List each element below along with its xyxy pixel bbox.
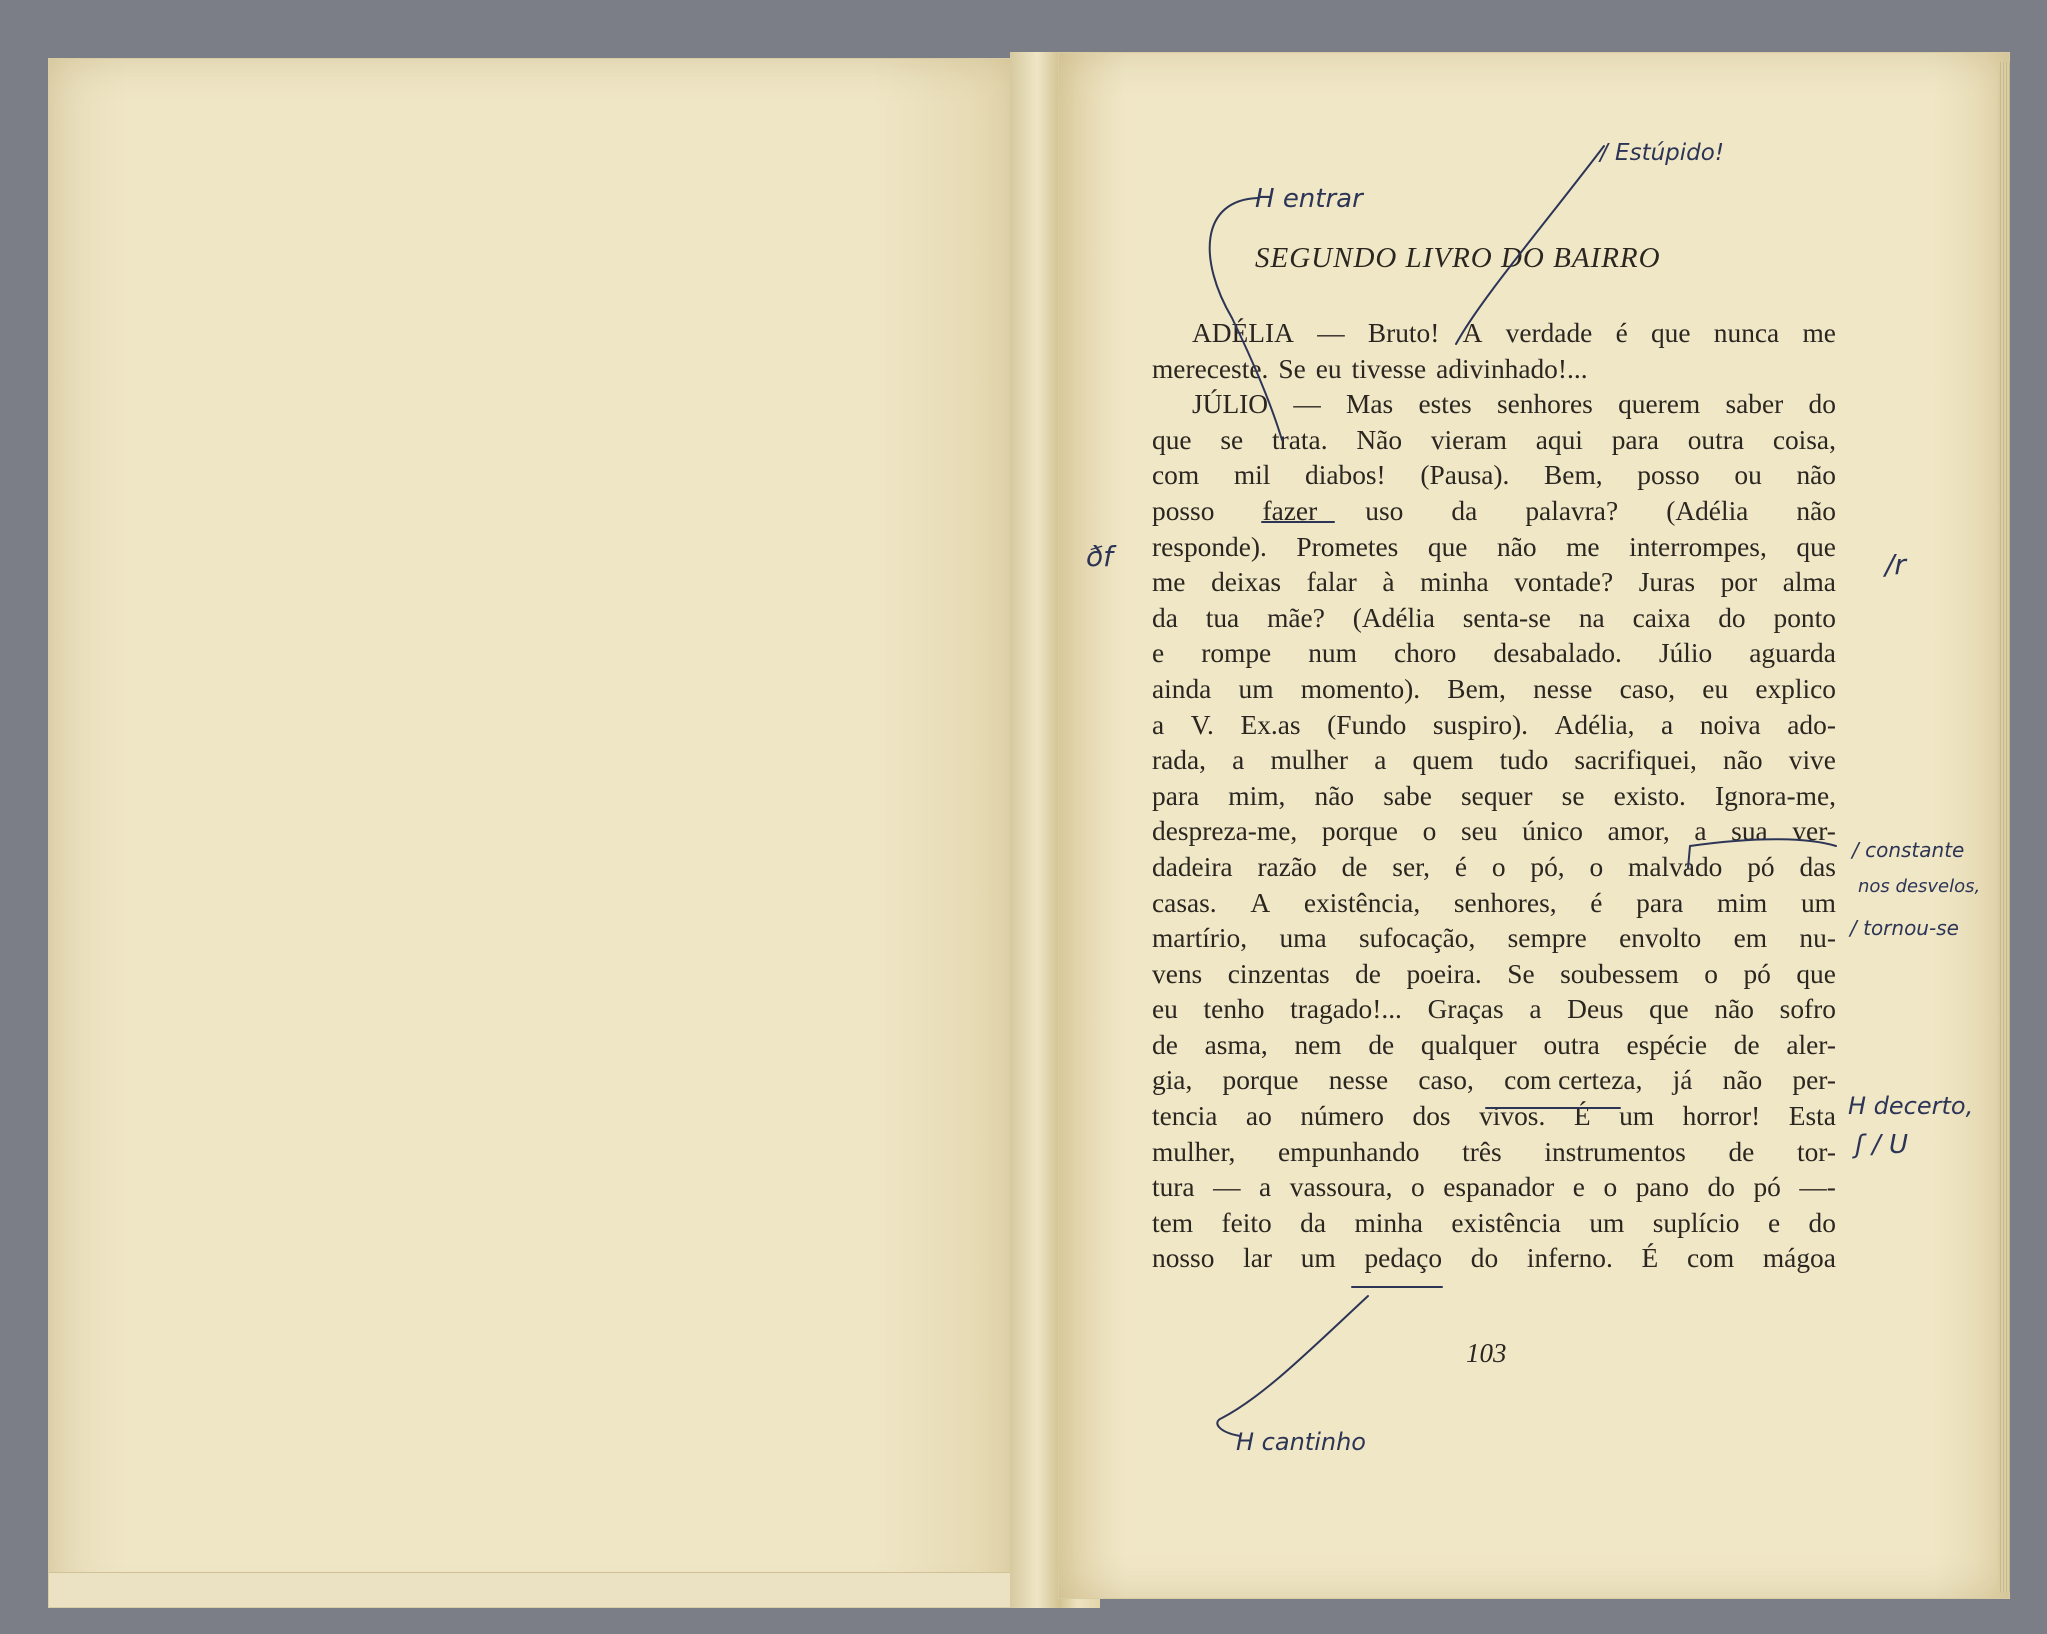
word: sequer (1461, 780, 1533, 811)
text-line (1152, 316, 1836, 352)
annotation-margin-ir: /r (1885, 548, 1906, 581)
annotation-estupido: / Estúpido! (1600, 140, 1725, 166)
word: querem (1618, 389, 1701, 420)
word: A (1250, 887, 1271, 918)
word: a (1259, 1172, 1272, 1203)
text-line (1152, 1028, 1836, 1064)
word: (Adélia (1666, 495, 1749, 526)
word: da (1451, 495, 1478, 526)
word: malvado (1628, 851, 1723, 882)
word: poeira. (1406, 958, 1482, 989)
word: pó (1747, 851, 1775, 882)
word: nu- (1799, 923, 1836, 954)
word: explico (1755, 673, 1836, 704)
word: suplício (1652, 1207, 1740, 1238)
word: asma, (1204, 1029, 1268, 1060)
word: Se (1507, 958, 1535, 989)
word: suspiro). (1432, 709, 1528, 740)
word: mágoa (1762, 1243, 1836, 1274)
text-line (1152, 423, 1836, 459)
annotation-margin-left: ðf (1086, 540, 1113, 573)
word: sofro (1779, 994, 1836, 1025)
word: JÚLIO (1192, 389, 1269, 420)
word: amor, (1607, 816, 1670, 847)
word: (Pausa). (1420, 460, 1510, 491)
word: (Fundo (1327, 709, 1407, 740)
word: espécie (1626, 1029, 1708, 1060)
word: vieram (1430, 424, 1507, 455)
word: que (1649, 994, 1689, 1025)
word: —- (1799, 1172, 1836, 1203)
word: mãe? (1267, 602, 1325, 633)
text-line (1152, 1206, 1836, 1242)
word: Mas (1346, 389, 1394, 420)
text-line (1152, 708, 1836, 744)
word: ver- (1792, 816, 1836, 847)
word: de (1152, 1029, 1178, 1060)
word: não (1796, 460, 1836, 491)
word: um (1619, 1101, 1655, 1132)
word: para (1636, 887, 1684, 918)
word: dos (1412, 1101, 1451, 1132)
word: palavra? (1525, 495, 1619, 526)
word: eu (1702, 673, 1729, 704)
text-line (1152, 850, 1836, 886)
word: falar (1306, 567, 1357, 598)
word: do (1707, 1172, 1735, 1203)
word: ado- (1787, 709, 1836, 740)
word: cinzentas (1227, 958, 1330, 989)
word: Graças (1427, 994, 1504, 1025)
word: eu (1152, 994, 1178, 1025)
text-line (1152, 352, 1836, 388)
word: caso, (1418, 1065, 1474, 1096)
word: aler- (1786, 1029, 1836, 1060)
word: o (1422, 816, 1437, 847)
word: mereceste. (1152, 353, 1269, 384)
word: gia, (1152, 1065, 1193, 1096)
text-line (1152, 494, 1836, 530)
word: na (1578, 602, 1605, 633)
word: o (1603, 1172, 1618, 1203)
word: sempre (1507, 923, 1587, 954)
word: a (1232, 745, 1245, 776)
text-line (1152, 1135, 1836, 1171)
word: tencia (1152, 1101, 1218, 1132)
word: um (1238, 673, 1274, 704)
word: que (1796, 958, 1836, 989)
word: Ex.as (1240, 709, 1301, 740)
annotation-decerto: H decerto, (1848, 1092, 1974, 1120)
word: momento). (1300, 673, 1421, 704)
page-edges (1998, 62, 2010, 1592)
word: tor- (1796, 1136, 1836, 1167)
word: o (1704, 958, 1718, 989)
word: envolto (1619, 923, 1702, 954)
word: dadeira (1152, 851, 1233, 882)
word: noiva (1699, 709, 1761, 740)
word: Esta (1788, 1101, 1836, 1132)
annotation-cantinho: H cantinho (1236, 1428, 1366, 1456)
word: É (1641, 1243, 1659, 1274)
text-line (1152, 387, 1836, 423)
word: tragado!... (1290, 994, 1402, 1025)
word: do (1808, 1207, 1836, 1238)
word: é (1615, 318, 1628, 348)
word: rada, (1152, 745, 1206, 776)
word: de (1355, 958, 1381, 989)
word: por (1720, 567, 1758, 598)
word: de (1341, 851, 1368, 882)
word: para (1611, 424, 1659, 455)
word: É (1573, 1101, 1591, 1132)
word: a (1374, 745, 1387, 776)
word: pó (1743, 958, 1771, 989)
word: pó (1753, 1172, 1781, 1203)
annotation-entrar: H entrar (1255, 184, 1363, 214)
word: que (1152, 424, 1192, 455)
word: sabe (1383, 780, 1432, 811)
word: que (1796, 531, 1836, 562)
text-line (1152, 672, 1836, 708)
word: instrumentos (1544, 1136, 1686, 1167)
word: caixa (1632, 602, 1691, 633)
left-page (48, 58, 1020, 1608)
word: interrompes, (1629, 531, 1767, 562)
word: posso (1637, 460, 1700, 491)
word: ainda (1152, 673, 1212, 704)
word: empunhando (1277, 1136, 1420, 1167)
word: porque (1222, 1065, 1299, 1096)
word: mim (1717, 887, 1768, 918)
word: mulher (1270, 745, 1349, 776)
text-line (1152, 814, 1836, 850)
annotation-desvelos: nos desvelos, (1858, 876, 1981, 897)
word: choro (1393, 638, 1457, 669)
text-line (1152, 886, 1836, 922)
word: minha (1354, 1207, 1423, 1238)
word: em (1733, 923, 1768, 954)
word: adivinhado!... (1436, 353, 1588, 384)
word: me (1152, 567, 1186, 598)
word: a (1694, 816, 1707, 847)
word: mulher, (1152, 1136, 1236, 1167)
left-page-bottom-edge (49, 1572, 1019, 1607)
text-line (1152, 565, 1836, 601)
word: já (1672, 1065, 1693, 1096)
word: e (1152, 638, 1165, 669)
word: do (1808, 389, 1836, 420)
word: não (1314, 780, 1355, 811)
word: ou (1734, 460, 1762, 491)
word: a (1661, 709, 1674, 740)
word: me (1802, 318, 1836, 348)
word: minha (1420, 567, 1489, 598)
word: — (1317, 318, 1345, 348)
text-line (1152, 957, 1836, 993)
word: alma (1782, 567, 1836, 598)
body-text (1152, 316, 1836, 1277)
word: número (1300, 1101, 1384, 1132)
word: não (1497, 531, 1537, 562)
word: posso (1152, 495, 1215, 526)
word: um (1589, 1207, 1625, 1238)
word: tua (1205, 602, 1240, 633)
word: Bem, (1544, 460, 1603, 491)
word: tem (1152, 1207, 1194, 1238)
word: vens (1152, 958, 1203, 989)
word: pó, (1530, 851, 1565, 882)
word: sacrifiquei, (1574, 745, 1697, 776)
word: Deus (1567, 994, 1624, 1025)
word: — (1293, 389, 1321, 420)
word: que (1650, 318, 1691, 348)
word: não (1714, 994, 1754, 1025)
word: outra (1543, 1029, 1600, 1060)
word: razão (1257, 851, 1317, 882)
word: seu (1460, 816, 1498, 847)
word: com (1152, 460, 1200, 491)
chapter-title: SEGUNDO LIVRO DO BAIRRO (1255, 242, 1661, 274)
word: é (1454, 851, 1467, 882)
text-line (1152, 1170, 1836, 1206)
word: com certeza, (1504, 1065, 1643, 1096)
word: sufocação, (1358, 923, 1476, 954)
word: Juras (1638, 567, 1695, 598)
word: — (1213, 1172, 1241, 1203)
word: Júlio (1658, 638, 1713, 669)
word: saber (1725, 389, 1784, 420)
word: pedaço (1364, 1243, 1443, 1274)
text-line (1152, 458, 1836, 494)
word: nem (1294, 1029, 1342, 1060)
word: único (1522, 816, 1583, 847)
word: vontade? (1514, 567, 1614, 598)
word: Bem, (1447, 673, 1506, 704)
word: lar (1243, 1243, 1273, 1274)
word: desabalado. (1493, 638, 1622, 669)
word: à (1382, 567, 1395, 598)
word: Adélia, (1554, 709, 1635, 740)
word: outra (1687, 424, 1744, 455)
word: senta-se (1462, 602, 1551, 633)
word: de (1728, 1136, 1755, 1167)
word: V. (1190, 709, 1214, 740)
word: Prometes (1296, 531, 1399, 562)
word: num (1308, 638, 1357, 669)
word: existência (1451, 1207, 1561, 1238)
word: inferno. (1526, 1243, 1613, 1274)
word: vassoura, (1289, 1172, 1393, 1203)
word: tudo (1499, 745, 1549, 776)
word: Bruto! (1367, 318, 1440, 348)
word: coisa, (1772, 424, 1836, 455)
word: casas. (1152, 887, 1217, 918)
word: trata. (1272, 424, 1328, 455)
word: qualquer (1420, 1029, 1517, 1060)
word: Não (1356, 424, 1403, 455)
word: martírio, (1152, 923, 1248, 954)
word: feito (1221, 1207, 1272, 1238)
word: tivesse (1351, 353, 1427, 384)
word: nesse (1533, 673, 1593, 704)
text-line (1152, 1063, 1836, 1099)
word: per- (1792, 1065, 1836, 1096)
word: é (1590, 887, 1603, 918)
word: porque (1321, 816, 1398, 847)
word: para (1152, 780, 1200, 811)
word: sua (1731, 816, 1768, 847)
word: de (1733, 1029, 1760, 1060)
word: ser, (1392, 851, 1430, 882)
word: mim, (1228, 780, 1286, 811)
word: nunca (1713, 318, 1780, 348)
word: (Adélia (1352, 602, 1435, 633)
word: a (1152, 709, 1165, 740)
word: do (1470, 1243, 1499, 1274)
word: e (1572, 1172, 1585, 1203)
word: quem (1412, 745, 1474, 776)
word: o (1589, 851, 1604, 882)
word: de (1368, 1029, 1395, 1060)
word: com (1686, 1243, 1735, 1274)
text-line (1152, 743, 1836, 779)
word: o (1410, 1172, 1425, 1203)
word: a (1529, 994, 1542, 1025)
word: tenho (1203, 994, 1265, 1025)
word: responde). (1152, 531, 1267, 562)
word: um (1300, 1243, 1336, 1274)
word: ao (1245, 1101, 1272, 1132)
word: verdade (1505, 318, 1593, 348)
word: nesse (1328, 1065, 1389, 1096)
word: me (1566, 531, 1600, 562)
word: se (1220, 424, 1244, 455)
word: deixas (1211, 567, 1282, 598)
word: senhores, (1453, 887, 1557, 918)
word: ADÉLIA (1192, 318, 1294, 348)
word: horror! (1682, 1101, 1761, 1132)
word: vive (1788, 745, 1836, 776)
word: das (1799, 851, 1836, 882)
text-line (1152, 1099, 1836, 1135)
annotation-constante: / constante (1852, 838, 1965, 862)
word: e (1767, 1207, 1781, 1238)
word: da (1300, 1207, 1327, 1238)
page-number: 103 (1466, 1338, 1507, 1368)
word: soubessem (1560, 958, 1679, 989)
word: despreza-me, (1152, 816, 1298, 847)
word: diabos! (1305, 460, 1386, 491)
word: A (1462, 318, 1483, 348)
word: existo. (1613, 780, 1686, 811)
text-line (1152, 921, 1836, 957)
text-line (1152, 636, 1836, 672)
word: vivos. (1479, 1101, 1546, 1132)
text-line (1152, 530, 1836, 566)
word: nosso (1152, 1243, 1215, 1274)
annotation-tornou: / tornou-se (1850, 916, 1959, 940)
word: aguarda (1749, 638, 1836, 669)
annotation-s-u: ʃ / U (1855, 1130, 1909, 1160)
word: tura (1152, 1172, 1195, 1203)
word: ponto (1773, 602, 1836, 633)
text-line (1152, 1241, 1836, 1277)
word: mil (1233, 460, 1271, 491)
word: um (1800, 887, 1836, 918)
word: uso (1365, 495, 1404, 526)
word: espanador (1443, 1172, 1555, 1203)
word: da (1152, 602, 1178, 633)
word: três (1462, 1136, 1502, 1167)
word: caso, (1619, 673, 1676, 704)
word: do (1718, 602, 1746, 633)
text-line (1152, 601, 1836, 637)
word: pano (1635, 1172, 1689, 1203)
word: não (1723, 745, 1763, 776)
text-line (1152, 992, 1836, 1028)
word: senhores (1496, 389, 1593, 420)
word: aqui (1535, 424, 1583, 455)
word: rompe (1201, 638, 1272, 669)
word: fazer (1262, 495, 1318, 526)
text-line (1152, 779, 1836, 815)
word: o (1491, 851, 1506, 882)
word: Ignora-me, (1715, 780, 1836, 811)
word: Se (1278, 353, 1306, 384)
word: que (1427, 531, 1468, 562)
word: eu (1315, 353, 1342, 384)
word: estes (1418, 389, 1472, 420)
word: se (1561, 780, 1585, 811)
word: não (1722, 1065, 1763, 1096)
word: uma (1279, 923, 1327, 954)
word: existência, (1303, 887, 1421, 918)
word: não (1796, 495, 1836, 526)
